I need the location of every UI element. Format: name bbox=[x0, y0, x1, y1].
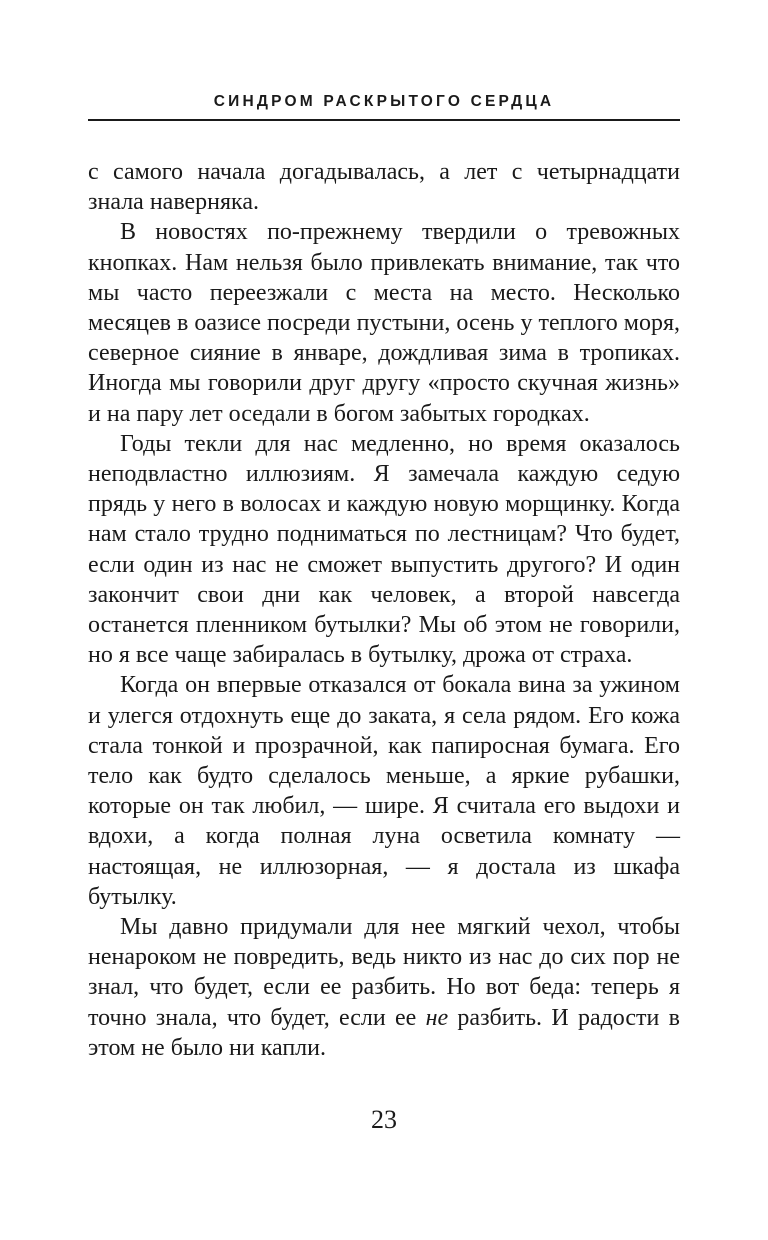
running-title: СИНДРОМ РАСКРЫТОГО СЕРДЦА bbox=[213, 93, 555, 110]
emphasis-word: не bbox=[425, 1004, 449, 1031]
paragraph-5-part-1: Мы давно придумали для нее мягкий чехол, чтобы ненароком не повредить, ведь никто из нас до сих пор не знал, что будет, если ее разбить. Но вот беда: теперь я точно знала, что будет, если ее bbox=[88, 914, 680, 1031]
header-rule bbox=[88, 119, 680, 121]
body-text bbox=[88, 157, 680, 1063]
paragraph-5 bbox=[88, 912, 680, 1063]
paragraph-3: Годы текли для нас медленно, но время оказалось неподвластно иллюзиям. Я замечала каждую седую прядь у него в волосах и каждую новую морщинку. Когда нам стало трудно подниматься по лестницам? Что будет, если один из нас не сможет выпустить другого? И один закончит свои дни как человек, а второй навсегда останется пленником бутылки? Мы об этом не говорили, но я все чаще забиралась в бутылку, дрожа от страха. bbox=[88, 430, 680, 669]
paragraph-2: В новостях по-прежнему твердили о тревожных кнопках. Нам нельзя было привлекать внимание, так что мы часто переезжали с места на место. Несколько месяцев в оазисе посреди пустыни, осень у теплого моря, северное сияние в январе, дождливая зима в тропиках. Иногда мы говорили друг другу «просто скучная жизнь» и на пару лет оседали в богом забытых городках. bbox=[88, 219, 680, 427]
page-number: 23 bbox=[371, 1105, 397, 1134]
paragraph-4: Когда он впервые отказался от бокала вина за ужином и улегся отдохнуть еще до заката, я села рядом. Его кожа стала тонкой и прозрачной, как папиросная бумага. Его тело как будто сделалось меньше, а яркие рубашки, которые он так любил, — шире. Я считала его выдохи и вдохи, а когда полная луна осветила комнату — настоящая, не иллюзорная, — я достала из шкафа бутылку. bbox=[88, 672, 680, 910]
paragraph-5-part-2: разбить. И радости в этом не было ни капли. bbox=[88, 1004, 680, 1061]
paragraph-1: с самого начала догадывалась, а лет с четырнадцати знала наверняка. bbox=[88, 159, 680, 216]
